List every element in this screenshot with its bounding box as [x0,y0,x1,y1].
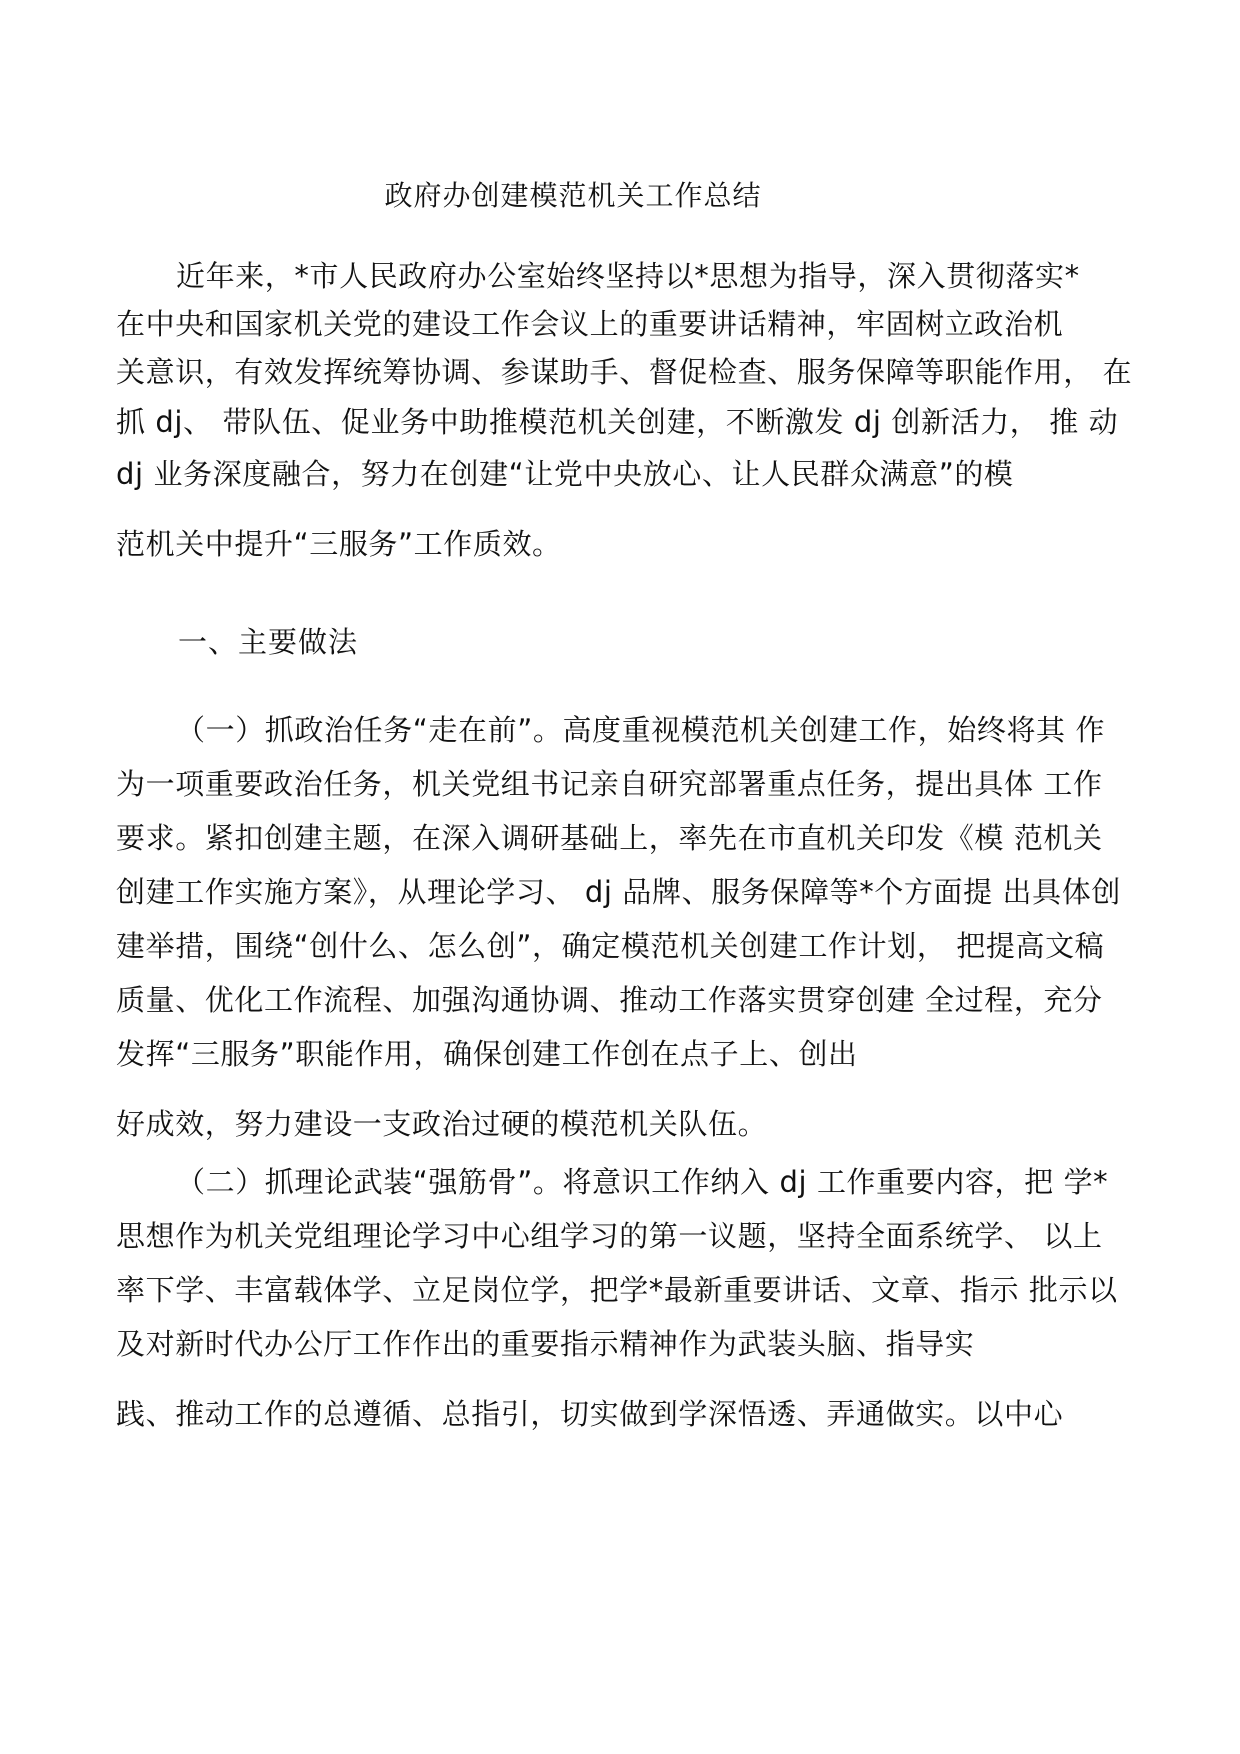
intro-line-5: dj 业务深度融合，努力在创建“让党中央放心、让人民群众满意”的模 [116,457,1014,491]
item1-line-1: （一）抓政治任务“走在前”。高度重视模范机关创建工作，始终将其 作 [176,713,1106,747]
item1-line-4: 创建工作实施方案》，从理论学习、 dj 品牌、服务保障等*个方面提 出具体创 [116,875,1121,909]
item2-line-2: 思想作为机关党组理论学习中心组学习的第一议题，坚持全面系统学、 以上 [116,1219,1103,1253]
section-heading: 一、主要做法 [178,625,359,659]
intro-line-6: 范机关中提升“三服务”工作质效。 [116,527,562,561]
item2-line-3: 率下学、丰富载体学、立足岗位学，把学*最新重要讲话、文章、指示 批示以 [116,1273,1118,1307]
document-title: 政府办创建模范机关工作总结 [384,179,762,212]
item2-line-1: （二）抓理论武装“强筋骨”。将意识工作纳入 dj 工作重要内容，把 学* [176,1165,1109,1199]
intro-line-3: 关意识，有效发挥统筹协调、参谋助手、督促检查、服务保障等职能作用， 在 [116,355,1133,389]
intro-line-1: 近年来，*市人民政府办公室始终坚持以*思想为指导，深入贯彻落实* [176,259,1080,293]
intro-line-4: 抓 dj、 带队伍、促业务中助推模范机关创建，不断激发 dj 创新活力， 推 动 [116,405,1119,439]
item2-line-4: 及对新时代办公厅工作作出的重要指示精神作为武装头脑、指导实 [116,1327,975,1361]
intro-line-2: 在中央和国家机关党的建设工作会议上的重要讲话精神，牢固树立政治机 [116,307,1064,341]
item1-line-8: 好成效，努力建设一支政治过硬的模范机关队伍。 [116,1107,768,1141]
item1-line-7: 发挥“三服务”职能作用，确保创建工作创在点子上、创出 [116,1037,858,1071]
item1-line-2: 为一项重要政治任务，机关党组书记亲自研究部署重点任务，提出具体 工作 [116,767,1103,801]
item1-line-6: 质量、优化工作流程、加强沟通协调、推动工作落实贯穿创建 全过程，充分 [116,983,1103,1017]
item2-line-5: 践、推动工作的总遵循、总指引，切实做到学深悟透、弄通做实。以中心 [116,1397,1064,1431]
item1-line-5: 建举措，围绕“创什么、怎么创”，确定模范机关创建工作计划， 把提高文稿 [116,929,1105,963]
item1-line-3: 要求。紧扣创建主题，在深入调研基础上，率先在市直机关印发《模 范机关 [116,821,1103,855]
